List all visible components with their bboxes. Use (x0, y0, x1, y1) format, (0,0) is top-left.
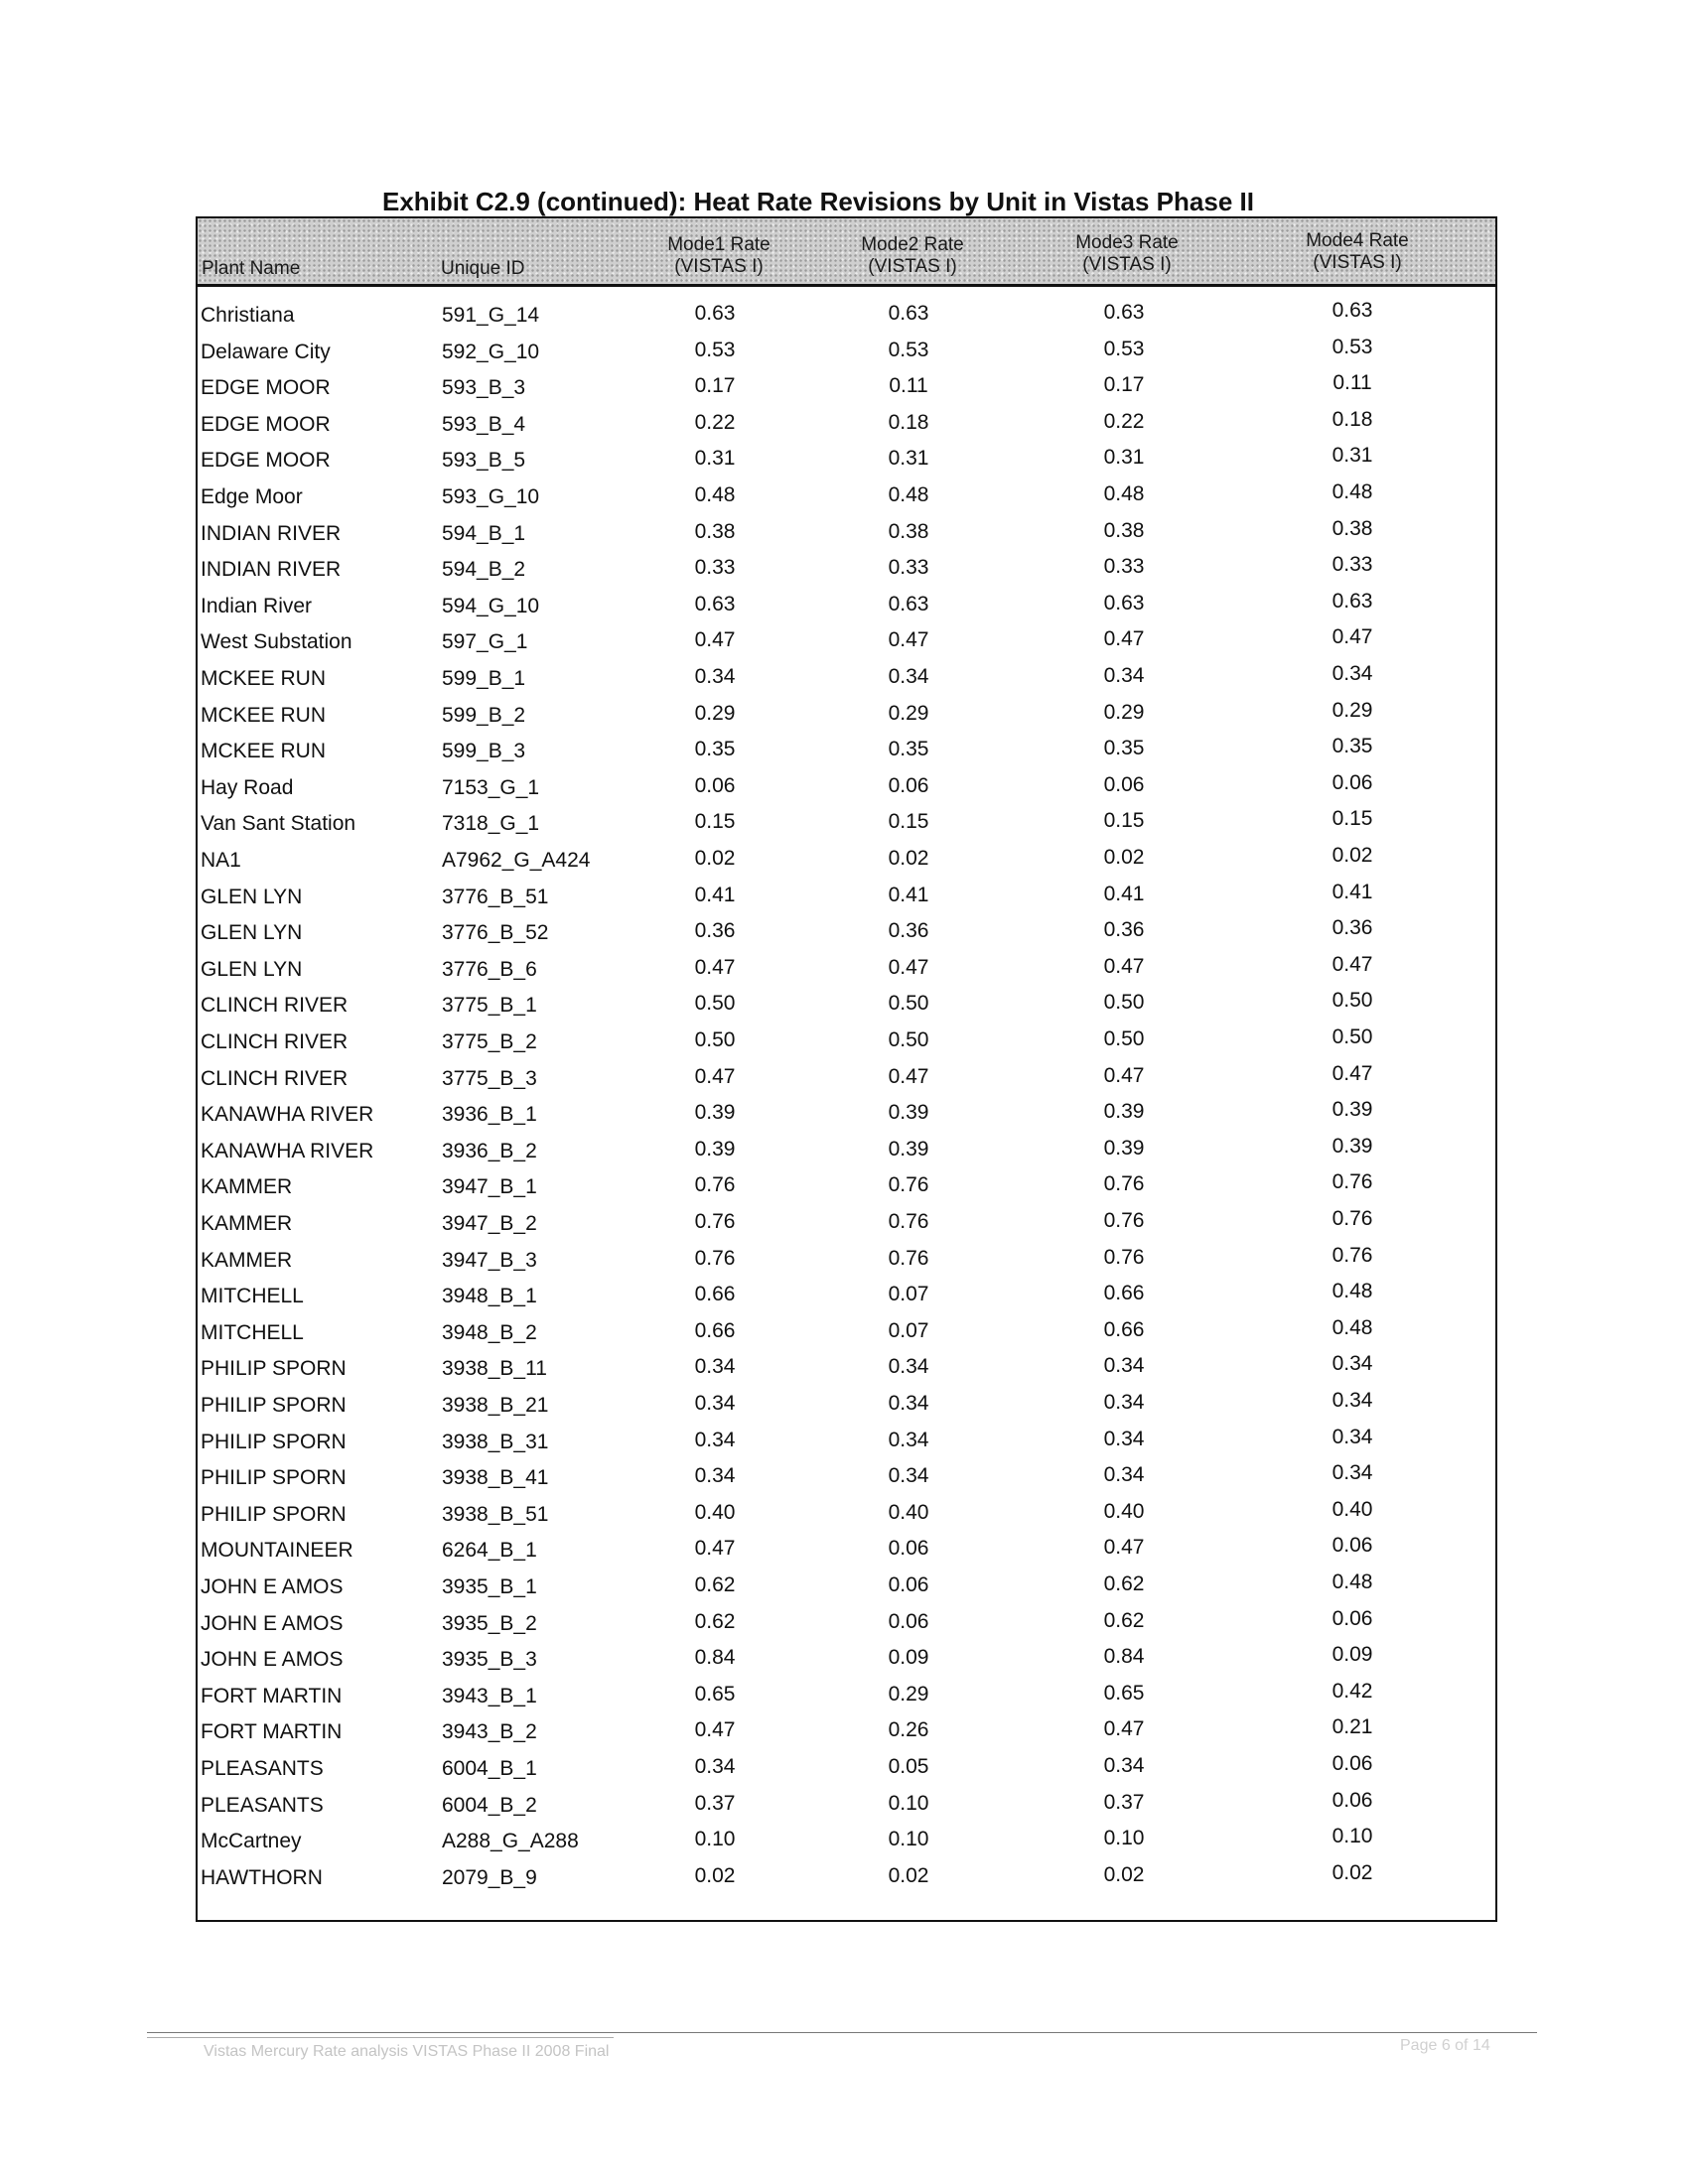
cell-mode1-rate: 0.34 (694, 1755, 736, 1778)
cell-plant-name: EDGE MOOR (201, 412, 331, 436)
cell-mode4-rate: 0.53 (1332, 335, 1373, 358)
cell-mode2-rate: 0.11 (889, 374, 928, 398)
cell-mode3-rate: 0.47 (1103, 1717, 1145, 1741)
cell-mode4-rate: 0.31 (1332, 444, 1373, 468)
header-mode2-line1: Mode2 Rate (861, 234, 964, 255)
cell-mode1-rate: 0.50 (694, 1028, 736, 1051)
cell-mode2-rate: 0.34 (888, 1428, 929, 1451)
cell-mode3-rate: 0.15 (1103, 809, 1145, 833)
cell-mode3-rate: 0.63 (1103, 301, 1145, 324)
cell-plant-name: MITCHELL (201, 1320, 304, 1344)
cell-mode1-rate: 0.63 (694, 592, 736, 615)
cell-mode2-rate: 0.34 (888, 1464, 929, 1488)
cell-plant-name: PHILIP SPORN (201, 1466, 347, 1490)
cell-plant-name: GLEN LYN (201, 921, 303, 945)
cell-mode4-rate: 0.48 (1332, 1280, 1373, 1303)
cell-mode1-rate: 0.34 (694, 1355, 736, 1379)
cell-mode1-rate: 0.36 (694, 919, 736, 943)
page-title: Exhibit C2.9 (continued): Heat Rate Revisions by Unit in Vistas Phase II (382, 187, 1254, 216)
cell-mode3-rate: 0.36 (1103, 918, 1145, 942)
cell-mode3-rate: 0.34 (1103, 1354, 1145, 1378)
cell-mode2-rate: 0.18 (888, 410, 929, 434)
cell-mode3-rate: 0.66 (1103, 1317, 1145, 1341)
cell-mode4-rate: 0.76 (1332, 1243, 1373, 1267)
cell-mode3-rate: 0.47 (1103, 1536, 1145, 1560)
cell-mode4-rate: 0.40 (1332, 1497, 1373, 1521)
cell-mode4-rate: 0.63 (1332, 589, 1373, 613)
cell-mode4-rate: 0.39 (1332, 1098, 1373, 1122)
cell-mode4-rate: 0.34 (1332, 662, 1373, 685)
cell-mode3-rate: 0.62 (1103, 1608, 1145, 1632)
cell-mode1-rate: 0.65 (694, 1682, 736, 1706)
cell-mode4-rate: 0.47 (1332, 625, 1373, 649)
cell-unique-id: 3935_B_1 (442, 1575, 537, 1598)
cell-plant-name: McCartney (201, 1830, 302, 1853)
cell-plant-name: GLEN LYN (201, 957, 303, 981)
cell-mode3-rate: 0.39 (1103, 1136, 1145, 1160)
header-unique-id: Unique ID (441, 258, 525, 279)
cell-mode3-rate: 0.34 (1103, 1754, 1145, 1777)
cell-mode4-rate: 0.34 (1332, 1352, 1373, 1376)
cell-mode2-rate: 0.50 (888, 1028, 929, 1051)
cell-mode1-rate: 0.76 (694, 1246, 736, 1270)
cell-mode4-rate: 0.18 (1332, 407, 1373, 431)
cell-plant-name: PHILIP SPORN (201, 1430, 347, 1453)
cell-mode1-rate: 0.38 (694, 519, 736, 543)
cell-mode2-rate: 0.76 (888, 1210, 929, 1233)
cell-mode3-rate: 0.76 (1103, 1209, 1145, 1232)
header-mode4 (1288, 230, 1427, 274)
cell-mode4-rate: 0.11 (1333, 371, 1372, 395)
cell-plant-name: MOUNTAINEER (201, 1539, 353, 1563)
cell-mode3-rate: 0.38 (1103, 518, 1145, 542)
cell-mode2-rate: 0.35 (888, 738, 929, 761)
header-mode1-line1: Mode1 Rate (667, 234, 771, 255)
cell-mode4-rate: 0.48 (1332, 1315, 1373, 1339)
cell-mode2-rate: 0.34 (888, 1355, 929, 1379)
cell-mode4-rate: 0.29 (1332, 698, 1373, 722)
cell-mode4-rate: 0.02 (1332, 1860, 1373, 1884)
cell-mode2-rate: 0.29 (888, 1682, 929, 1706)
header-mode2 (843, 234, 982, 278)
cell-mode1-rate: 0.39 (694, 1101, 736, 1125)
cell-mode3-rate: 0.39 (1103, 1100, 1145, 1124)
cell-mode2-rate: 0.48 (888, 483, 929, 506)
cell-mode3-rate: 0.34 (1103, 664, 1145, 687)
cell-mode3-rate: 0.29 (1103, 700, 1145, 724)
cell-mode1-rate: 0.34 (694, 1464, 736, 1488)
cell-mode2-rate: 0.63 (888, 302, 929, 325)
cell-mode1-rate: 0.66 (694, 1318, 736, 1342)
cell-mode4-rate: 0.48 (1332, 480, 1373, 503)
cell-mode2-rate: 0.33 (888, 556, 929, 580)
cell-mode3-rate: 0.66 (1103, 1282, 1145, 1305)
cell-mode1-rate: 0.31 (694, 447, 736, 471)
cell-mode2-rate: 0.76 (888, 1173, 929, 1197)
cell-unique-id: 591_G_14 (442, 304, 540, 327)
cell-mode4-rate: 0.63 (1332, 299, 1373, 322)
cell-unique-id: 3938_B_21 (442, 1394, 549, 1417)
cell-mode2-rate: 0.31 (888, 447, 929, 471)
cell-unique-id: 3943_B_2 (442, 1720, 537, 1744)
footer-rule-short (147, 2037, 614, 2038)
cell-unique-id: 593_B_5 (442, 449, 526, 473)
cell-mode1-rate: 0.66 (694, 1283, 736, 1306)
cell-mode1-rate: 0.53 (694, 338, 736, 361)
cell-mode1-rate: 0.34 (694, 665, 736, 688)
cell-unique-id: 6004_B_1 (442, 1757, 537, 1780)
cell-mode1-rate: 0.33 (694, 556, 736, 580)
cell-mode1-rate: 0.41 (694, 883, 736, 906)
cell-plant-name: PHILIP SPORN (201, 1502, 347, 1526)
cell-plant-name: Delaware City (201, 340, 331, 363)
cell-mode3-rate: 0.50 (1103, 991, 1145, 1015)
cell-mode2-rate: 0.06 (888, 773, 929, 797)
cell-unique-id: 599_B_3 (442, 740, 526, 763)
cell-mode2-rate: 0.36 (888, 919, 929, 943)
cell-mode4-rate: 0.76 (1332, 1170, 1373, 1194)
header-mode3-line1: Mode3 Rate (1075, 232, 1179, 253)
cell-mode2-rate: 0.06 (888, 1573, 929, 1596)
cell-mode2-rate: 0.07 (888, 1283, 929, 1306)
header-mode2-line2: (VISTAS I) (868, 256, 957, 277)
cell-mode3-rate: 0.35 (1103, 737, 1145, 760)
cell-mode3-rate: 0.62 (1103, 1572, 1145, 1595)
cell-unique-id: 6264_B_1 (442, 1539, 537, 1563)
cell-mode2-rate: 0.07 (888, 1318, 929, 1342)
header-plant-name: Plant Name (202, 258, 301, 279)
cell-unique-id: 3776_B_51 (442, 885, 549, 908)
cell-mode1-rate: 0.40 (694, 1500, 736, 1524)
cell-unique-id: 3936_B_2 (442, 1139, 537, 1162)
cell-mode3-rate: 0.84 (1103, 1645, 1145, 1669)
cell-mode4-rate: 0.06 (1332, 1752, 1373, 1775)
cell-mode2-rate: 0.10 (888, 1791, 929, 1815)
cell-unique-id: 2079_B_9 (442, 1865, 537, 1889)
cell-mode3-rate: 0.06 (1103, 772, 1145, 796)
cell-mode1-rate: 0.47 (694, 1537, 736, 1561)
cell-mode4-rate: 0.06 (1332, 770, 1373, 794)
cell-unique-id: 3947_B_2 (442, 1212, 537, 1235)
cell-plant-name: JOHN E AMOS (201, 1648, 344, 1672)
cell-mode2-rate: 0.34 (888, 665, 929, 688)
cell-plant-name: KANAWHA RIVER (201, 1139, 374, 1162)
cell-mode2-rate: 0.63 (888, 592, 929, 615)
cell-mode3-rate: 0.65 (1103, 1681, 1145, 1705)
cell-mode1-rate: 0.76 (694, 1173, 736, 1197)
cell-mode4-rate: 0.33 (1332, 553, 1373, 577)
cell-mode2-rate: 0.02 (888, 1863, 929, 1887)
cell-mode2-rate: 0.41 (888, 883, 929, 906)
cell-unique-id: 599_B_2 (442, 703, 526, 727)
cell-mode4-rate: 0.47 (1332, 952, 1373, 976)
header-mode3 (1057, 232, 1196, 276)
cell-plant-name: Van Sant Station (201, 812, 356, 836)
cell-unique-id: 594_B_2 (442, 558, 526, 582)
footer-text: Vistas Mercury Rate analysis VISTAS Phase II 2008 Final (204, 2043, 610, 2060)
cell-unique-id: 594_B_1 (442, 521, 526, 545)
cell-plant-name: JOHN E AMOS (201, 1611, 344, 1635)
cell-mode2-rate: 0.10 (888, 1828, 929, 1851)
cell-unique-id: 599_B_1 (442, 667, 526, 690)
cell-mode2-rate: 0.05 (888, 1755, 929, 1778)
cell-plant-name: MCKEE RUN (201, 740, 327, 763)
cell-mode4-rate: 0.50 (1332, 989, 1373, 1013)
cell-unique-id: 3775_B_1 (442, 994, 537, 1018)
table-header (198, 218, 1495, 287)
cell-unique-id: A7962_G_A424 (442, 849, 591, 872)
cell-plant-name: KAMMER (201, 1175, 293, 1199)
cell-mode3-rate: 0.76 (1103, 1172, 1145, 1196)
cell-mode1-rate: 0.48 (694, 483, 736, 506)
cell-plant-name: West Substation (201, 630, 352, 654)
cell-mode3-rate: 0.02 (1103, 1862, 1145, 1886)
cell-mode4-rate: 0.47 (1332, 1061, 1373, 1085)
cell-mode4-rate: 0.15 (1332, 807, 1373, 831)
cell-unique-id: 3948_B_2 (442, 1320, 537, 1344)
header-mode3-line2: (VISTAS I) (1082, 254, 1172, 275)
cell-mode3-rate: 0.48 (1103, 482, 1145, 505)
cell-mode3-rate: 0.37 (1103, 1790, 1145, 1814)
cell-unique-id: 7318_G_1 (442, 812, 540, 836)
footer-rule (147, 2032, 1537, 2033)
cell-plant-name: PHILIP SPORN (201, 1357, 347, 1381)
cell-mode3-rate: 0.31 (1103, 446, 1145, 470)
cell-plant-name: Christiana (201, 304, 295, 327)
cell-plant-name: INDIAN RIVER (201, 521, 342, 545)
cell-mode2-rate: 0.09 (888, 1646, 929, 1670)
cell-plant-name: CLINCH RIVER (201, 994, 349, 1018)
cell-mode1-rate: 0.47 (694, 1064, 736, 1088)
cell-mode4-rate: 0.09 (1332, 1643, 1373, 1667)
cell-plant-name: KAMMER (201, 1248, 293, 1272)
cell-unique-id: 593_B_3 (442, 376, 526, 400)
cell-plant-name: CLINCH RIVER (201, 1066, 349, 1090)
cell-unique-id: 594_G_10 (442, 594, 540, 617)
cell-unique-id: 3776_B_52 (442, 921, 549, 945)
cell-mode1-rate: 0.22 (694, 410, 736, 434)
cell-mode1-rate: 0.34 (694, 1428, 736, 1451)
cell-plant-name: KANAWHA RIVER (201, 1103, 374, 1127)
cell-mode2-rate: 0.39 (888, 1101, 929, 1125)
cell-plant-name: MCKEE RUN (201, 667, 327, 690)
cell-unique-id: 3935_B_2 (442, 1611, 537, 1635)
cell-plant-name: EDGE MOOR (201, 376, 331, 400)
cell-mode3-rate: 0.47 (1103, 1063, 1145, 1087)
cell-unique-id: 593_G_10 (442, 485, 540, 508)
cell-unique-id: 3936_B_1 (442, 1103, 537, 1127)
cell-mode4-rate: 0.06 (1332, 1788, 1373, 1812)
cell-mode1-rate: 0.62 (694, 1609, 736, 1633)
cell-mode2-rate: 0.02 (888, 847, 929, 870)
cell-mode3-rate: 0.53 (1103, 337, 1145, 360)
cell-unique-id: 3938_B_41 (442, 1466, 549, 1490)
cell-mode1-rate: 0.17 (694, 374, 736, 398)
cell-mode3-rate: 0.34 (1103, 1463, 1145, 1487)
cell-unique-id: 3947_B_1 (442, 1175, 537, 1199)
cell-plant-name: Indian River (201, 594, 313, 617)
cell-plant-name: CLINCH RIVER (201, 1030, 349, 1053)
header-mode1-line2: (VISTAS I) (674, 256, 764, 277)
cell-unique-id: 3775_B_2 (442, 1030, 537, 1053)
cell-mode4-rate: 0.02 (1332, 844, 1373, 867)
cell-mode1-rate: 0.10 (694, 1828, 736, 1851)
cell-plant-name: GLEN LYN (201, 885, 303, 908)
cell-mode4-rate: 0.76 (1332, 1207, 1373, 1230)
cell-plant-name: Edge Moor (201, 485, 303, 508)
cell-plant-name: NA1 (201, 849, 241, 872)
cell-plant-name: FORT MARTIN (201, 1720, 343, 1744)
cell-mode3-rate: 0.34 (1103, 1391, 1145, 1414)
cell-mode4-rate: 0.48 (1332, 1570, 1373, 1593)
cell-unique-id: 3775_B_3 (442, 1066, 537, 1090)
cell-unique-id: 3935_B_3 (442, 1648, 537, 1672)
cell-mode4-rate: 0.36 (1332, 916, 1373, 940)
cell-mode2-rate: 0.29 (888, 701, 929, 725)
table-row (198, 1860, 1495, 1903)
cell-mode3-rate: 0.02 (1103, 846, 1145, 869)
cell-mode4-rate: 0.34 (1332, 1389, 1373, 1412)
header-mode4-line1: Mode4 Rate (1306, 230, 1409, 251)
cell-mode4-rate: 0.10 (1332, 1825, 1373, 1848)
cell-mode1-rate: 0.02 (694, 847, 736, 870)
cell-mode1-rate: 0.47 (694, 628, 736, 652)
cell-mode4-rate: 0.06 (1332, 1606, 1373, 1630)
cell-mode3-rate: 0.41 (1103, 882, 1145, 905)
cell-unique-id: 3938_B_51 (442, 1502, 549, 1526)
cell-mode4-rate: 0.34 (1332, 1425, 1373, 1448)
cell-mode1-rate: 0.62 (694, 1573, 736, 1596)
cell-mode1-rate: 0.47 (694, 1718, 736, 1742)
cell-unique-id: 6004_B_2 (442, 1793, 537, 1817)
cell-plant-name: JOHN E AMOS (201, 1575, 344, 1598)
cell-unique-id: 3948_B_1 (442, 1285, 537, 1308)
header-mode4-line2: (VISTAS I) (1313, 252, 1402, 273)
heat-rate-table (196, 216, 1497, 1922)
cell-mode4-rate: 0.06 (1332, 1534, 1373, 1558)
cell-mode2-rate: 0.15 (888, 810, 929, 834)
cell-mode3-rate: 0.10 (1103, 1827, 1145, 1850)
cell-mode3-rate: 0.33 (1103, 555, 1145, 579)
cell-mode3-rate: 0.63 (1103, 591, 1145, 614)
cell-mode4-rate: 0.38 (1332, 516, 1373, 540)
cell-mode2-rate: 0.39 (888, 1137, 929, 1160)
cell-plant-name: PLEASANTS (201, 1793, 324, 1817)
cell-unique-id: 3947_B_3 (442, 1248, 537, 1272)
cell-mode2-rate: 0.47 (888, 628, 929, 652)
cell-unique-id: 593_B_4 (442, 412, 526, 436)
cell-mode1-rate: 0.29 (694, 701, 736, 725)
cell-mode1-rate: 0.02 (694, 1863, 736, 1887)
header-mode1 (649, 234, 788, 278)
cell-mode2-rate: 0.47 (888, 955, 929, 979)
cell-mode2-rate: 0.47 (888, 1064, 929, 1088)
page-number: Page 6 of 14 (1400, 2037, 1490, 2054)
cell-unique-id: 7153_G_1 (442, 775, 540, 799)
cell-mode2-rate: 0.76 (888, 1246, 929, 1270)
cell-mode2-rate: 0.53 (888, 338, 929, 361)
cell-mode3-rate: 0.22 (1103, 409, 1145, 433)
cell-unique-id: 3776_B_6 (442, 957, 537, 981)
cell-plant-name: INDIAN RIVER (201, 558, 342, 582)
cell-unique-id: 3943_B_1 (442, 1684, 537, 1707)
cell-mode1-rate: 0.15 (694, 810, 736, 834)
cell-mode4-rate: 0.41 (1332, 880, 1373, 903)
cell-mode1-rate: 0.35 (694, 738, 736, 761)
cell-unique-id: A288_G_A288 (442, 1830, 579, 1853)
cell-mode3-rate: 0.47 (1103, 954, 1145, 978)
cell-mode3-rate: 0.17 (1103, 373, 1145, 397)
cell-mode1-rate: 0.84 (694, 1646, 736, 1670)
cell-mode2-rate: 0.06 (888, 1537, 929, 1561)
cell-mode1-rate: 0.34 (694, 1392, 736, 1415)
cell-plant-name: PHILIP SPORN (201, 1394, 347, 1417)
cell-mode1-rate: 0.76 (694, 1210, 736, 1233)
cell-mode2-rate: 0.40 (888, 1500, 929, 1524)
cell-mode4-rate: 0.21 (1332, 1715, 1373, 1739)
cell-mode3-rate: 0.34 (1103, 1427, 1145, 1450)
cell-mode3-rate: 0.47 (1103, 627, 1145, 651)
cell-mode1-rate: 0.47 (694, 955, 736, 979)
cell-mode4-rate: 0.50 (1332, 1025, 1373, 1048)
cell-plant-name: Hay Road (201, 775, 294, 799)
cell-mode4-rate: 0.39 (1332, 1134, 1373, 1158)
cell-mode3-rate: 0.40 (1103, 1499, 1145, 1523)
cell-mode3-rate: 0.76 (1103, 1245, 1145, 1269)
cell-mode1-rate: 0.39 (694, 1137, 736, 1160)
cell-unique-id: 597_G_1 (442, 630, 528, 654)
cell-mode4-rate: 0.35 (1332, 735, 1373, 758)
cell-mode2-rate: 0.06 (888, 1609, 929, 1633)
cell-unique-id: 3938_B_11 (442, 1357, 547, 1381)
cell-mode2-rate: 0.38 (888, 519, 929, 543)
cell-unique-id: 592_G_10 (442, 340, 540, 363)
cell-plant-name: FORT MARTIN (201, 1684, 343, 1707)
cell-mode2-rate: 0.50 (888, 992, 929, 1016)
cell-mode1-rate: 0.63 (694, 302, 736, 325)
cell-plant-name: HAWTHORN (201, 1865, 323, 1889)
cell-mode4-rate: 0.34 (1332, 1461, 1373, 1485)
cell-mode1-rate: 0.06 (694, 773, 736, 797)
cell-plant-name: MCKEE RUN (201, 703, 327, 727)
cell-plant-name: PLEASANTS (201, 1757, 324, 1780)
cell-mode2-rate: 0.34 (888, 1392, 929, 1415)
cell-mode4-rate: 0.42 (1332, 1679, 1373, 1703)
cell-mode1-rate: 0.50 (694, 992, 736, 1016)
cell-mode1-rate: 0.37 (694, 1791, 736, 1815)
cell-unique-id: 3938_B_31 (442, 1430, 549, 1453)
cell-plant-name: KAMMER (201, 1212, 293, 1235)
cell-mode3-rate: 0.50 (1103, 1027, 1145, 1050)
cell-mode2-rate: 0.26 (888, 1718, 929, 1742)
cell-plant-name: EDGE MOOR (201, 449, 331, 473)
cell-plant-name: MITCHELL (201, 1285, 304, 1308)
